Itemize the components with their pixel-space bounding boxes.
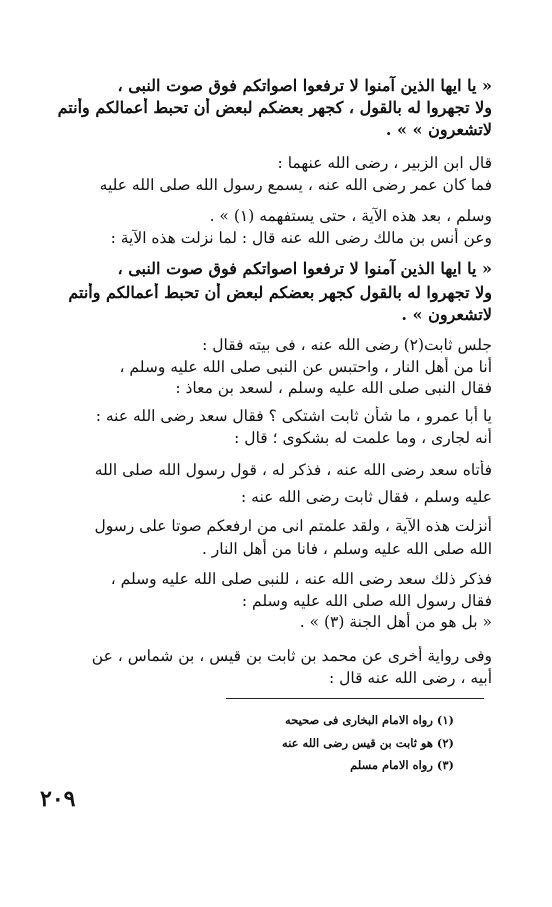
verse-line: ولا تجهروا له بالقول ، كجهر بعضكم لبعض أن تحبط أعمالكم وأنتم bbox=[57, 98, 492, 117]
text-line: « بل هو من أهل الجنة (٣) » . bbox=[299, 613, 492, 631]
text-line: أبيه ، رضى الله عنه قال : bbox=[328, 669, 492, 687]
text-line: قال ابن الزبير ، رضى الله عنهما : bbox=[277, 154, 492, 172]
text-line: فما كان عمر رضى الله عنه ، يسمع رسول الله صلى الله عليه bbox=[99, 176, 492, 194]
verse-line: لاتشعرون » . bbox=[401, 305, 492, 324]
footnote: (٢) هو ثابت بن قيس رضى الله عنه bbox=[282, 736, 454, 750]
verse-line: لاتشعرون » » . bbox=[385, 120, 492, 139]
verse-line: « يا ايها الذين آمنوا لا ترفعوا اصواتكم فوق صوت النبى ، bbox=[117, 259, 492, 278]
text-line: وسلم ، بعد هذه الآية ، حتى يستفهمه (١) » . bbox=[209, 207, 492, 225]
footnote: (٣) رواه الامام مسلم bbox=[350, 758, 454, 772]
text-line: الله صلى الله عليه وسلم ، فانا من أهل النار . bbox=[201, 540, 492, 558]
text-line: فذكر ذلك سعد رضى الله عنه ، للنبى صلى الله عليه وسلم ، bbox=[110, 570, 492, 588]
verse-line: « يا ايها الذين آمنوا لا ترفعوا اصواتكم فوق صوت النبى ، bbox=[117, 76, 492, 95]
text-line: يا أبا عمرو ، ما شأن ثابت اشتكى ؟ فقال سعد رضى الله عنه : bbox=[95, 407, 492, 425]
page-number: ٢٠٩ bbox=[40, 786, 76, 812]
text-line: وعن أنس بن مالك رضى الله عنه قال : لما نزلت هذه الآية : bbox=[110, 229, 492, 247]
text-line: أنه لجارى ، وما علمت له بشكوى ؛ قال : bbox=[234, 429, 492, 447]
text-line: فقال رسول الله صلى الله عليه وسلم : bbox=[241, 592, 492, 610]
footnote-divider bbox=[226, 698, 484, 699]
text-line: جلس ثابت(٢) رضى الله عنه ، فى بيته فقال : bbox=[202, 336, 492, 354]
text-line: أنزلت هذه الآية ، ولقد علمتم انى من ارفعكم صوتا على رسول bbox=[94, 517, 492, 535]
text-line: فأتاه سعد رضى الله عنه ، فذكر له ، قول رسول الله صلى الله bbox=[94, 461, 492, 479]
verse-line: ولا تجهروا له بالقول كجهر بعضكم لبعض أن تحبط أعمالكم وأنتم bbox=[68, 283, 492, 302]
text-line: عليه وسلم ، فقال ثابت رضى الله عنه : bbox=[240, 488, 492, 506]
text-line: أنا من أهل النار ، واحتبس عن النبى صلى الله عليه وسلم ، bbox=[119, 358, 492, 376]
text-line: وفى رواية أخرى عن محمد بن ثابت بن قيس ، بن شماس ، عن bbox=[91, 647, 492, 665]
text-line: فقال النبى صلى الله عليه وسلم ، لسعد بن معاذ : bbox=[175, 379, 492, 397]
footnote: (١) رواه الامام البخارى فى صحيحه bbox=[285, 713, 454, 727]
